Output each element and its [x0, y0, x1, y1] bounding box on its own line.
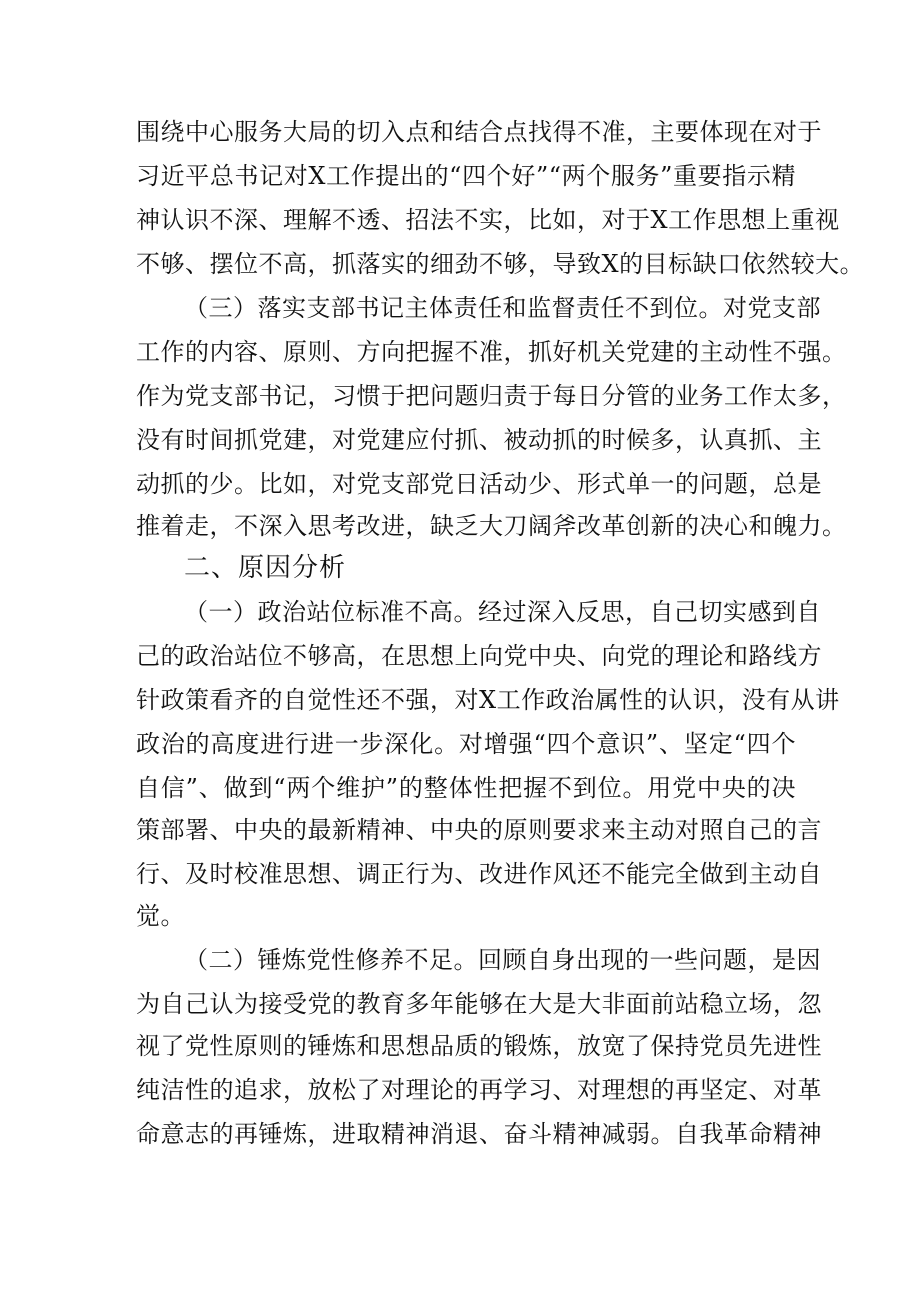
text-line: （二）锤炼党性修养不足。回顾自身出现的一些问题，是因	[184, 946, 821, 974]
text-line: 没有时间抓党建，对党建应付抓、被动抓的时候多，认真抓、主	[136, 426, 822, 454]
text-line: 作为党支部书记，习惯于把问题归责于每日分管的业务工作太多，	[136, 382, 847, 410]
text-line: 觉。	[136, 902, 185, 930]
text-line: 自信”、做到“两个维护”的整体性把握不到位。用党中央的决	[136, 774, 796, 802]
section-heading: 二、原因分析	[184, 553, 347, 583]
text-line: 纯洁性的追求，放松了对理论的再学习、对理想的再坚定、对革	[136, 1076, 822, 1104]
text-line: 不够、摆位不高，抓落实的细劲不够，导致X的目标缺口依然较大。	[136, 250, 865, 278]
text-line: 动抓的少。比如，对党支部党日活动少、形式单一的问题，总是	[136, 470, 822, 498]
text-line: 己的政治站位不够高，在思想上向党中央、向党的理论和路线方	[136, 642, 822, 670]
text-line: 策部署、中央的最新精神、中央的原则要求来主动对照自己的言	[136, 816, 822, 844]
text-line: 针政策看齐的自觉性还不强，对X工作政治属性的认识，没有从讲	[136, 686, 840, 714]
text-line: 政治的高度进行进一步深化。对增强“四个意识”、坚定“四个	[136, 730, 796, 758]
text-line: 为自己认为接受党的教育多年能够在大是大非面前站稳立场，忽	[136, 990, 822, 1018]
text-line: 视了党性原则的锤炼和思想品质的锻炼，放宽了保持党员先进性	[136, 1032, 822, 1060]
text-line: 工作的内容、原则、方向把握不准，抓好机关党建的主动性不强。	[136, 338, 847, 366]
text-line: 神认识不深、理解不透、招法不实，比如，对于X工作思想上重视	[136, 206, 840, 234]
text-line: （一）政治站位标准不高。经过深入反思，自己切实感到自	[184, 598, 821, 626]
text-line: 行、及时校准思想、调正行为、改进作风还不能完全做到主动自	[136, 860, 822, 888]
text-line: 围绕中心服务大局的切入点和结合点找得不准，主要体现在对于	[136, 118, 822, 146]
text-line: 习近平总书记对X工作提出的“四个好”“两个服务”重要指示精	[136, 162, 796, 190]
text-line: 命意志的再锤炼，进取精神消退、奋斗精神减弱。自我革命精神	[136, 1120, 822, 1148]
text-line: （三）落实支部书记主体责任和监督责任不到位。对党支部	[184, 294, 821, 322]
text-line: 推着走，不深入思考改进，缺乏大刀阔斧改革创新的决心和魄力。	[136, 512, 847, 540]
